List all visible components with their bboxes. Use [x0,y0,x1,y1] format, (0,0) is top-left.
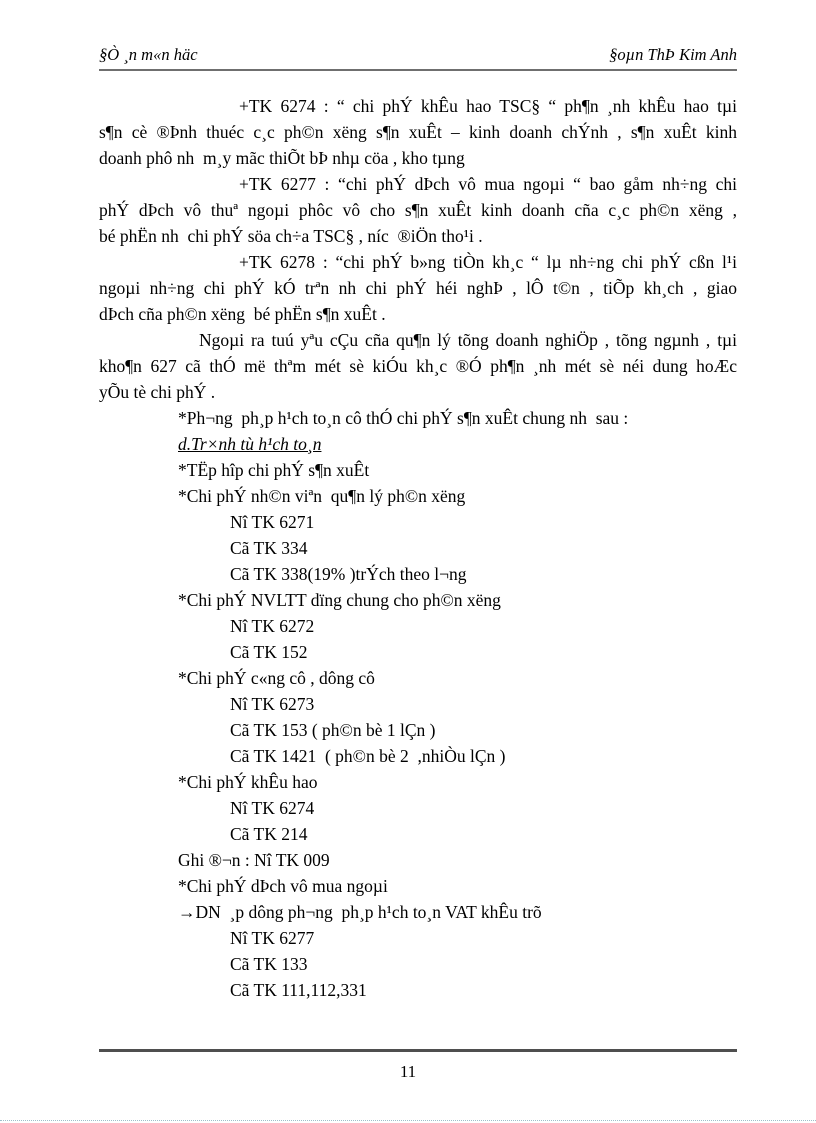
bullet-line: *Chi phÝ c«ng cô , dông cô [178,668,375,688]
account-credit-line: Cã TK 153 ( ph©n bè 1 lÇn ) [230,720,436,740]
paragraph-line: phÝ dÞch vô thuª ngoµi phôc vô cho s¶n xuÊt kinh doanh cña c¸c ph©n xëng , [99,200,737,220]
account-debit-line: Nî TK 6274 [230,798,315,818]
section-heading-italic: d.Tr×nh tù h¹ch to¸n [178,434,322,454]
arrow-note-line: →DN ¸p dông ph¬ng ph¸p h¹ch to¸n VAT khÊu trõ [178,902,542,922]
bullet-line: *Chi phÝ dÞch vô mua ngoµi [178,876,388,896]
account-credit-line: Cã TK 152 [230,642,308,662]
single-entry-note-line: Ghi ®¬n : Nî TK 009 [178,850,330,870]
paragraph-line: ngoµi nh÷ng chi phÝ kÓ trªn nh chi phÝ héi nghÞ , lÔ t©n , tiÕp kh¸ch , giao [99,278,737,298]
paragraph-line: yÕu tè chi phÝ . [99,382,216,402]
bullet-line: *Chi phÝ NVLTT dïng chung cho ph©n xëng [178,590,501,610]
paragraph-line: +TK 6277 : “chi phÝ dÞch vô mua ngoµi “ bao gåm nh÷ng chi [239,174,737,194]
account-debit-line: Nî TK 6272 [230,616,315,636]
account-debit-line: Nî TK 6277 [230,928,315,948]
account-credit-line: Cã TK 133 [230,954,308,974]
paragraph-line: kho¶n 627 cã thÓ më thªm mét sè kiÓu kh¸c ®Ó ph¶n ¸nh mét sè néi dung hoÆc [99,356,737,376]
header-rule [99,69,737,71]
paragraph-line: dÞch cña ph©n xëng bé phËn s¶n xuÊt . [99,304,386,324]
paragraph-line: doanh phô nh m¸y mãc thiÕt bÞ nhµ cöa , kho tµng [99,148,465,168]
paragraph-line: +TK 6278 : “chi phÝ b»ng tiÒn kh¸c “ lµ nh÷ng chi phÝ cßn l¹i [239,252,737,272]
page-number: 11 [399,1062,417,1081]
method-heading-line: *Ph¬ng ph¸p h¹ch to¸n cô thÓ chi phÝ s¶n xuÊt chung nh sau : [178,408,629,428]
paragraph-line: Ngoµi ra tuú yªu cÇu cña qu¶n lý tõng doanh nghiÖp , tõng ngµnh , tµi [199,330,737,350]
account-debit-line: Nî TK 6273 [230,694,315,714]
footer-rule [99,1049,737,1052]
paragraph-line: bé phËn nh chi phÝ söa ch÷a TSC§ , níc ®iÖn tho¹i . [99,226,483,246]
account-debit-line: Nî TK 6271 [230,512,315,532]
account-credit-line: Cã TK 214 [230,824,308,844]
paragraph-line: s¶n cè ®Þnh thuéc c¸c ph©n xëng s¶n xuÊt – kinh doanh chÝnh , s¶n xuÊt kinh [99,122,737,142]
scan-edge-dotted-line [0,1120,816,1121]
header-author-name: §oµn ThÞ Kim Anh [609,45,737,64]
bullet-line: *Chi phÝ nh©n viªn qu¶n lý ph©n xëng [178,486,466,506]
bullet-line: *Chi phÝ khÊu hao [178,772,318,792]
bullet-line: *TËp hîp chi phÝ s¶n xuÊt [178,460,370,480]
header-course-title: §Ò ¸n m«n häc [99,45,198,64]
account-credit-line: Cã TK 111,112,331 [230,980,367,1000]
account-credit-line: Cã TK 334 [230,538,308,558]
page-header [99,44,737,66]
document-body [99,93,737,1003]
paragraph-line: +TK 6274 : “ chi phÝ khÊu hao TSC§ “ ph¶n ¸nh khÊu hao tµi [239,96,737,116]
account-credit-line: Cã TK 338(19% )trÝch theo l¬ng [230,564,467,584]
account-credit-line: Cã TK 1421 ( ph©n bè 2 ,nhiÒu lÇn ) [230,746,506,766]
